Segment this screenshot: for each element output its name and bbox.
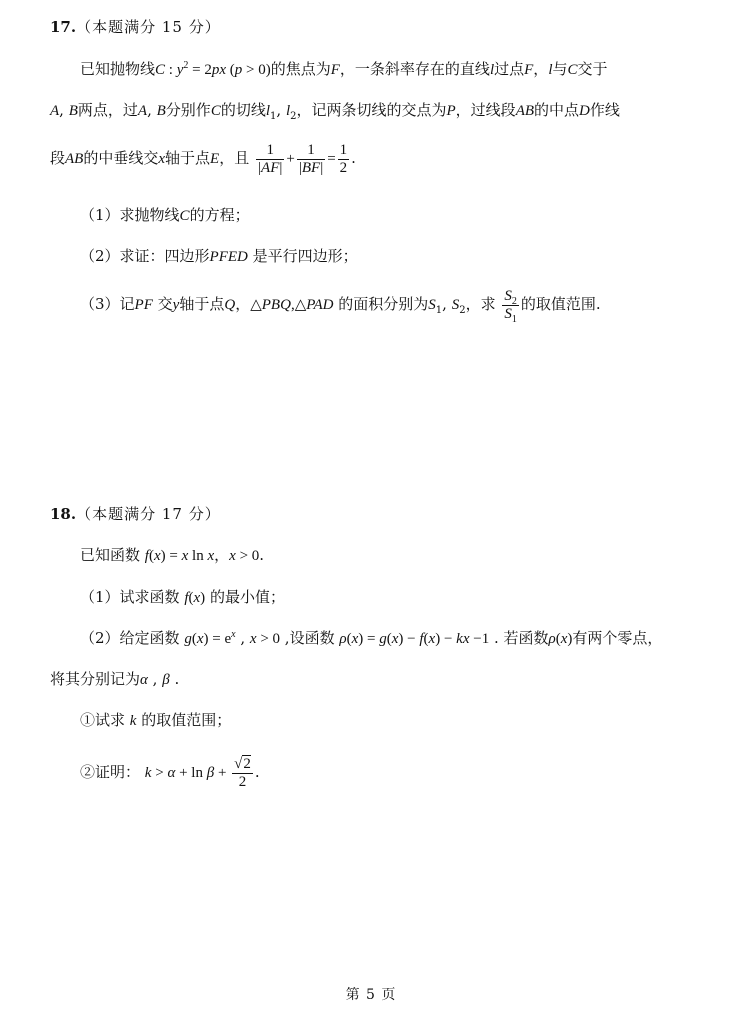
- q17-heading: 17.（本题满分 15 分）: [50, 18, 221, 36]
- q17-stem-line-3: 段AB的中垂线交x轴于点E，且 $\frac{1}{|AF|}$ + $\frac{1}{|BF|}$ = $\frac{1}{2}$ .: [50, 141, 356, 176]
- q18-stem-line-1: 已知函数 f(x) = x ln x，x > 0.: [80, 546, 265, 564]
- fraction-one-half: $\frac{1}{2}$: [339, 141, 348, 176]
- q17-part-3: （3）记PF 交y轴于点Q，△PBQ,△PAD 的面积分别为$S_1$, $S_2$，求 $\frac{S_2}{S_1}$ 的取值范围.: [80, 287, 601, 325]
- fraction-one-over-af: $\frac{1}{|AF|}$: [258, 141, 283, 176]
- q18-subpart-2: ②证明： k > α + ln β + $\frac{√2}{2}$ .: [80, 756, 260, 790]
- q17-stem-line-1: 已知抛物线C : $y^2 = 2px$ (p > 0)的焦点为F，一条斜率存在的直线l过点F，l与C交于: [80, 60, 608, 78]
- q17-part-1: （1）求抛物线C的方程；: [80, 206, 250, 224]
- fraction-s2-over-s1: $\frac{S_2}{S_1}$: [504, 287, 517, 325]
- q17-part-2: （2）求证：四边形PFED 是平行四边形；: [80, 247, 358, 265]
- q17-stem-line-2: A, B两点，过A, B分别作C的切线$l_1$, $l_2$，记两条切线的交点为P，过线段AB的中点D作线: [50, 101, 620, 122]
- q18-stem-line-3: 将其分别记为α , β .: [50, 670, 180, 688]
- fraction-one-over-bf: $\frac{1}{|BF|}$: [298, 141, 324, 176]
- q18-part-2: （2）给定函数 $g(x) = e^x$ , x > 0 ,设函数 ρ(x) = g(x) − f(x) − kx −1 . 若函数ρ(x)有两个零点，: [80, 629, 663, 647]
- q18-part-1: （1）试求函数 f(x) 的最小值；: [80, 588, 285, 606]
- q18-subpart-1: ①试求 k 的取值范围；: [80, 711, 232, 729]
- page-number: 第 5 页: [345, 987, 397, 1003]
- q18-heading: 18.（本题满分 17 分）: [50, 505, 221, 523]
- fraction-sqrt2-over-2: $\frac{√2}{2}$: [234, 756, 251, 790]
